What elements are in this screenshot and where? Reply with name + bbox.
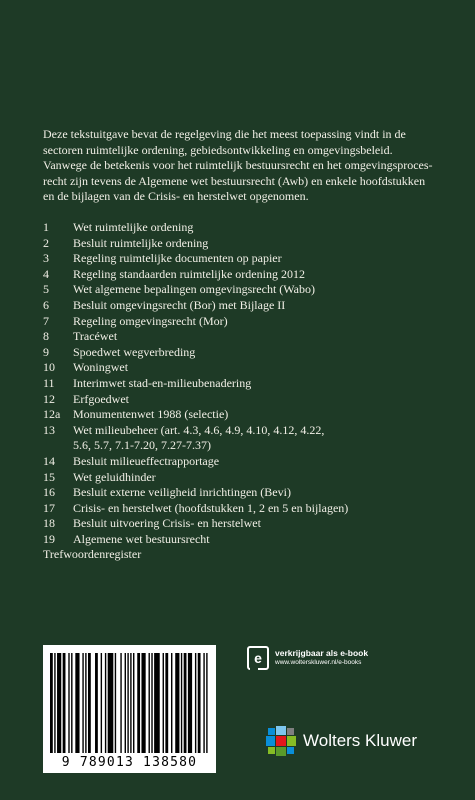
barcode-bar <box>137 653 140 753</box>
barcode-bar <box>120 653 121 753</box>
item-title: Besluit milieueffectrapportage <box>73 453 220 468</box>
list-item <box>43 298 453 314</box>
item-number: 4 <box>43 266 49 281</box>
item-title: Regeling standaarden ruimtelijke ordening 2012 <box>73 266 305 281</box>
item-number: 6 <box>43 297 49 312</box>
list-item <box>43 251 453 267</box>
item-number: 12 <box>43 391 55 406</box>
barcode-bar <box>163 653 164 753</box>
barcode-bar <box>95 653 98 753</box>
list-item <box>43 501 453 517</box>
intro-line: Vanwege de betekenis voor het ruimtelijk bestuursrecht en het omgevingsproces- <box>43 158 433 173</box>
item-number: 17 <box>43 500 55 515</box>
item-title: Crisis- en herstelwet (hoofdstukken 1, 2 en 5 en bijlagen) <box>73 500 349 515</box>
barcode-bar <box>50 653 53 753</box>
item-title: Besluit externe veiligheid inrichtingen (Bevi) <box>73 485 291 500</box>
barcode-bar <box>63 653 66 753</box>
list-item <box>43 220 453 236</box>
item-number: 3 <box>43 251 49 266</box>
barcode-bar <box>68 653 69 753</box>
isbn-digits: 9 789013 138580 <box>61 755 198 770</box>
barcode-bar <box>108 653 114 753</box>
intro-line: en de bijlagen van de Crisis- en herstelwet opgenomen. <box>43 189 309 204</box>
list-item <box>43 470 453 486</box>
barcode-bar <box>165 653 168 753</box>
intro-paragraph <box>43 127 443 205</box>
index-label: Trefwoordenregister <box>43 547 142 562</box>
item-title: Interimwet stad-en-milieubenadering <box>73 375 252 390</box>
list-item <box>43 407 453 423</box>
contents-list <box>43 220 453 563</box>
barcode-bar <box>133 653 134 753</box>
barcode-bar <box>181 653 182 753</box>
barcode-bar <box>151 653 152 753</box>
barcode-bar <box>198 653 201 753</box>
item-title: Regeling ruimtelijke documenten op papier <box>73 251 282 266</box>
list-item <box>43 532 453 548</box>
barcode-bar <box>149 653 150 753</box>
list-item <box>43 423 453 454</box>
item-title: Woningwet <box>73 360 129 375</box>
intro-line: recht zijn tevens de Algemene wet bestuursrecht (Awb) en enkele hoofdstukken <box>43 173 426 188</box>
item-title: Wet algemene bepalingen omgevingsrecht (Wabo) <box>73 282 315 297</box>
list-item <box>43 236 453 252</box>
item-title: Besluit ruimtelijke ordening <box>73 235 209 250</box>
ebook-text <box>275 649 368 666</box>
item-title: Wet ruimtelijke ordening <box>73 220 194 234</box>
barcode-bar <box>188 653 192 753</box>
list-item <box>43 516 453 532</box>
item-title: Spoedwet wegverbreding <box>73 344 196 359</box>
item-title: Algemene wet bestuursrecht <box>73 531 210 546</box>
intro-line: Deze tekstuitgave bevat de regelgeving die het meest toepassing vindt in de <box>43 127 406 141</box>
barcode-bar <box>115 653 116 753</box>
item-number: 1 <box>43 220 49 234</box>
publisher-name: Wolters Kluwer <box>303 731 417 750</box>
barcode-bar <box>88 653 91 753</box>
barcode-bar <box>127 653 128 753</box>
item-number: 18 <box>43 516 55 531</box>
item-number: 2 <box>43 235 49 250</box>
barcode-bar <box>175 653 179 753</box>
barcode-bar <box>54 653 55 753</box>
item-title: Regeling omgevingsrecht (Mor) <box>73 313 228 328</box>
barcode-bar <box>195 653 196 753</box>
barcode-bar <box>203 653 204 753</box>
barcode-bar <box>57 653 61 753</box>
item-number: 8 <box>43 329 49 344</box>
barcode-bar <box>75 653 79 753</box>
item-number: 5 <box>43 282 49 297</box>
list-item <box>43 329 453 345</box>
item-number: 16 <box>43 485 55 500</box>
intro-line: sectoren ruimtelijke ordening, gebiedsontwikkeling en omgevingsbeleid. <box>43 142 393 157</box>
item-title: Wet geluidhinder <box>73 469 156 484</box>
ebook-icon: e <box>247 646 269 670</box>
item-number: 13 <box>43 422 55 437</box>
list-item <box>43 376 453 392</box>
barcode-bar <box>154 653 160 753</box>
list-item <box>43 345 453 361</box>
barcode-bar <box>125 653 126 753</box>
item-number: 11 <box>43 375 55 390</box>
ebook-url: www.wolterskluwer.nl/e-books <box>275 659 362 667</box>
item-title: Wet milieubeheer (art. 4.3, 4.6, 4.9, 4.10, 4.12, 4.22, 5.6, 5.7, 7.1-7.20, 7.27-7.37) <box>73 422 325 453</box>
barcode-bar <box>171 653 172 753</box>
item-title: Monumentenwet 1988 (selectie) <box>73 407 229 422</box>
barcode-bar <box>85 653 86 753</box>
barcode-bar <box>71 653 72 753</box>
list-item <box>43 360 453 376</box>
barcode-bar <box>130 653 131 753</box>
item-number: 14 <box>43 453 55 468</box>
barcode-bar <box>184 653 187 753</box>
list-item <box>43 314 453 330</box>
ebook-title: verkrijgbaar als e-book <box>275 648 369 659</box>
barcode-bar <box>105 653 106 753</box>
item-number: 7 <box>43 313 49 328</box>
list-item <box>43 282 453 298</box>
item-title: Besluit omgevingsrecht (Bor) met Bijlage II <box>73 297 286 312</box>
item-number: 15 <box>43 469 55 484</box>
list-item <box>43 267 453 283</box>
list-item <box>43 454 453 470</box>
list-item <box>43 392 453 408</box>
ebook-badge <box>247 645 417 671</box>
publisher-logo <box>265 722 455 760</box>
item-title: Besluit uitvoering Crisis- en herstelwet <box>73 516 261 531</box>
barcode-bar <box>101 653 102 753</box>
barcode <box>43 645 216 773</box>
item-number: 10 <box>43 360 55 375</box>
item-number: 9 <box>43 344 49 359</box>
barcode-bar <box>82 653 83 753</box>
item-title: Tracéwet <box>73 329 118 344</box>
item-title: Erfgoedwet <box>73 391 129 406</box>
item-number: 19 <box>43 531 55 546</box>
barcode-bars <box>50 653 209 753</box>
barcode-bar <box>206 653 207 753</box>
barcode-bar <box>141 653 145 753</box>
list-item <box>43 485 453 501</box>
wolters-kluwer-logo-icon <box>265 725 297 757</box>
item-number: 12a <box>43 407 61 422</box>
